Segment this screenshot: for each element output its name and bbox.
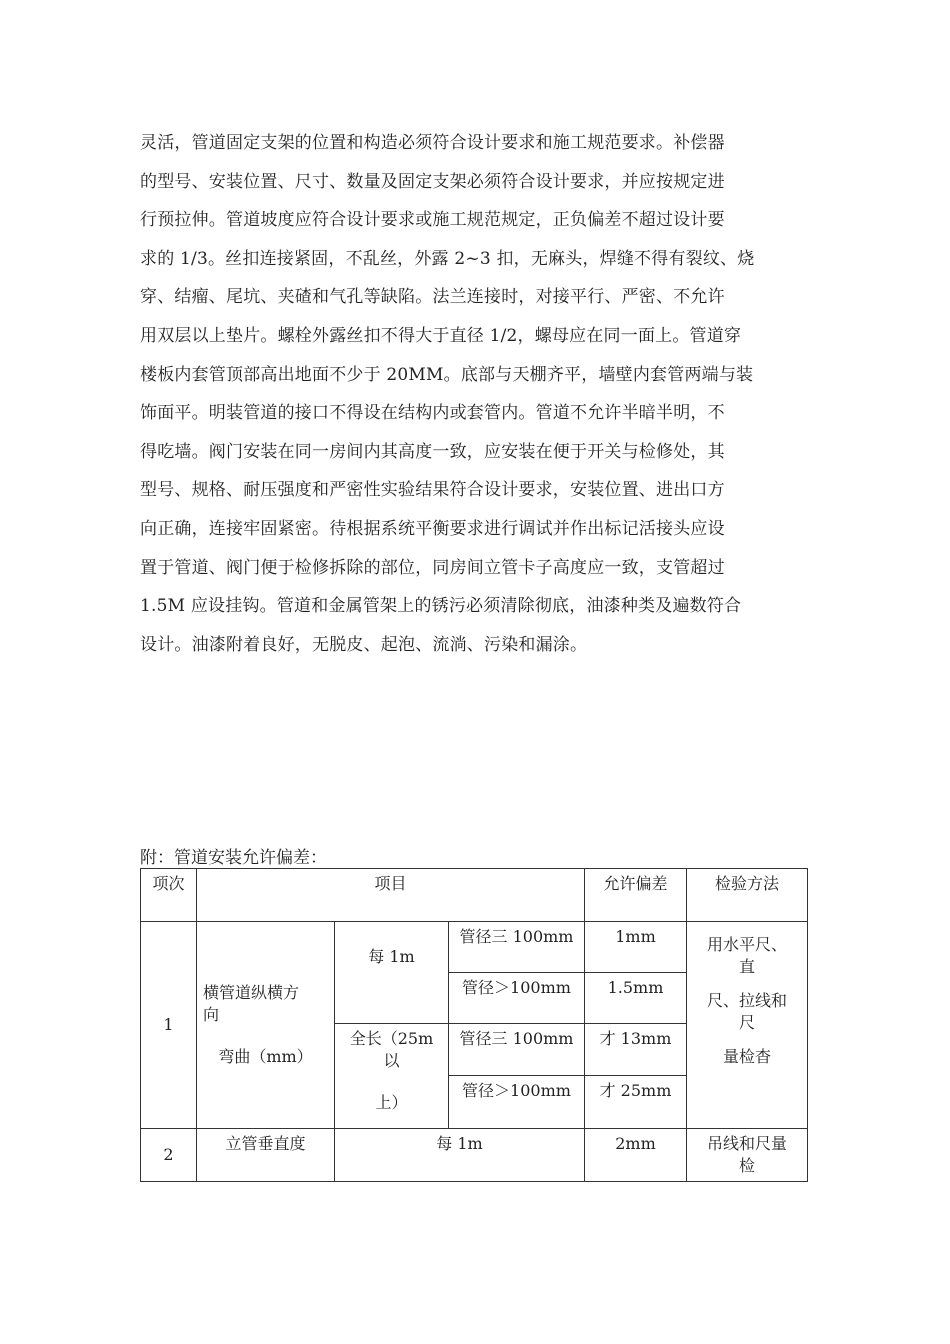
paragraph-line: 求的 1/3。丝扣连接紧固，不乱丝，外露 2~3 扣，无麻头，焊缝不得有裂纹、烧 — [140, 248, 755, 269]
row1-tol1: 1mm — [585, 922, 687, 973]
paragraph-line: 灵活，管道固定支架的位置和构造必须符合设计要求和施工规范要求。补偿器 — [140, 133, 725, 153]
row2-per-1m: 每 1m — [335, 1129, 585, 1182]
row2-method: 吊线和尺量 检 — [687, 1129, 808, 1182]
row1-item: 横管道纵横方 向 弯曲（mm） — [197, 922, 335, 1129]
row1-tol4: 才 25mm — [585, 1076, 687, 1129]
row1-sub2: 管径＞100mm — [449, 973, 585, 1024]
row1-per-1m: 每 1m — [335, 922, 449, 1024]
row1-tol3: 才 13mm — [585, 1024, 687, 1076]
paragraph-line: 行预拉伸。管道坡度应符合设计要求或施工规范规定，正负偏差不超过设计要 — [140, 210, 725, 231]
row1-sub3: 管径三 100mm — [449, 1024, 585, 1076]
paragraph-line: 得吃墙。阀门安装在同一房间内其高度一致，应安装在便于开关与检修处，其 — [140, 441, 725, 462]
row2-item: 立管垂直度 — [197, 1129, 335, 1182]
paragraph-line: 穿、结瘤、尾坑、夹碴和气孔等缺陷。法兰连接时，对接平行、严密、不允许 — [140, 287, 725, 308]
paragraph-line: 楼板内套管顶部高出地面不少于 20MM。底部与天棚齐平，墙壁内套管两端与装 — [140, 364, 754, 385]
tolerance-table — [140, 868, 808, 1182]
table-caption: 附：管道安装允许偏差： — [140, 848, 327, 868]
row1-sub4: 管径＞100mm — [449, 1076, 585, 1129]
body-paragraph — [140, 124, 815, 664]
table-row — [141, 922, 808, 973]
row2-tol: 2mm — [585, 1129, 687, 1182]
header-method: 检验方法 — [687, 869, 808, 922]
paragraph-line: 向正确，连接牢固紧密。待根据系统平衡要求进行调试并作出标记活接头应设 — [140, 518, 725, 539]
row1-full-length: 全长（25m 以 上） — [335, 1024, 449, 1129]
header-item: 项目 — [197, 869, 585, 922]
paragraph-line: 用双层以上垫片。螺栓外露丝扣不得大于直径 1/2，螺母应在同一面上。管道穿 — [140, 325, 742, 346]
paragraph-line: 饰面平。明装管道的接口不得设在结构内或套管内。管道不允许半暗半明，不 — [140, 403, 725, 424]
paragraph-line: 型号、规格、耐压强度和严密性实验结果符合设计要求，安装位置、进出口方 — [140, 480, 725, 501]
header-tolerance: 允许偏差 — [585, 869, 687, 922]
row1-no: 1 — [141, 922, 197, 1129]
table-row — [141, 1129, 808, 1182]
paragraph-line: 1.5M 应设挂钩。管道和金属管架上的锈污必须清除彻底，油漆种类及遍数符合 — [140, 596, 742, 617]
paragraph-line: 设计。油漆附着良好，无脱皮、起泡、流淌、污染和漏涂。 — [140, 634, 588, 655]
row1-sub1: 管径三 100mm — [449, 922, 585, 973]
row1-method: 用水平尺、 直 尺、拉线和 尺 量检杳 — [687, 922, 808, 1129]
header-no: 项次 — [141, 869, 197, 922]
row2-no: 2 — [141, 1129, 197, 1182]
row1-tol2: 1.5mm — [585, 973, 687, 1024]
paragraph-line: 的型号、安装位置、尺寸、数量及固定支架必须符合设计要求，并应按规定进 — [140, 171, 725, 192]
table-header-row — [141, 869, 808, 922]
paragraph-line: 置于管道、阀门便于检修拆除的部位，同房间立管卡子高度应一致，支管超过 — [140, 557, 725, 578]
